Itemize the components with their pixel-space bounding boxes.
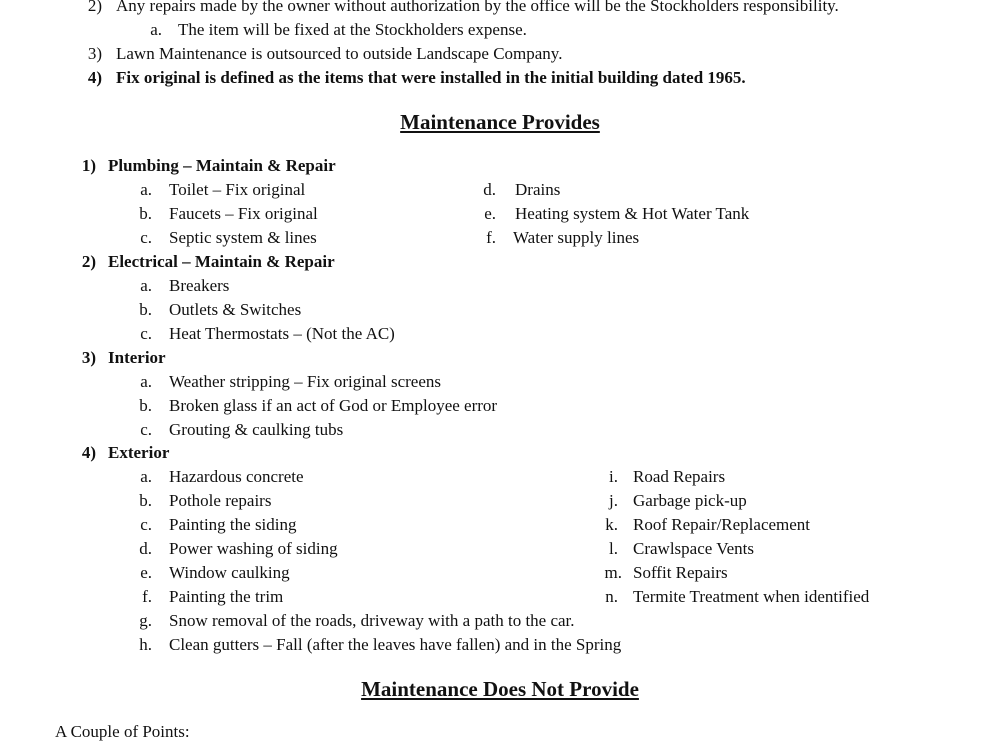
top-item-4-text: Fix original is defined as the items that were installed in the initial building dated 1965. [116,68,746,87]
list-item-letter: m. [604,563,622,582]
list-item: Road Repairs [633,467,726,486]
list-item: Weather stripping – Fix original screens [169,372,441,391]
list-item: Broken glass if an act of God or Employee error [169,396,498,415]
list-item-letter: c. [140,324,152,343]
list-item: Power washing of siding [169,539,338,558]
list-item-letter: c. [140,515,152,534]
top-item-2-text: Any repairs made by the owner without authorization by the office will be the Stockholders responsibility. [116,0,839,15]
list-item: Drains [515,180,561,199]
list-item-letter: a. [140,372,152,391]
list-item-letter: g. [139,611,152,630]
list-item: Termite Treatment when identified [633,587,870,606]
list-item-letter: d. [483,180,496,199]
interior-title: Interior [108,348,166,367]
top-item-2a-text: The item will be fixed at the Stockholders expense. [178,20,527,39]
maintenance-provides-heading: Maintenance Provides [400,110,600,134]
plumbing-number: 1) [81,156,96,175]
list-item-letter: a. [140,276,152,295]
top-item-4-number: 4) [87,68,102,87]
list-item-letter: b. [139,300,152,319]
interior-number: 3) [81,348,96,367]
list-item-letter: n. [605,587,618,606]
list-item: Soffit Repairs [633,563,728,582]
list-item-letter: c. [140,228,152,247]
list-item: Outlets & Switches [169,300,302,319]
top-item-3-text: Lawn Maintenance is outsourced to outside Landscape Company. [116,44,563,63]
top-item-3-number: 3) [87,44,102,63]
list-item: Clean gutters – Fall (after the leaves have fallen) and in the Spring [169,635,622,654]
list-item-letter: c. [140,420,152,439]
top-item-2-number: 2) [87,0,102,15]
list-item: Painting the trim [169,587,284,606]
exterior-number: 4) [81,443,96,462]
list-item: Heat Thermostats – (Not the AC) [169,324,395,343]
list-item: Faucets – Fix original [169,204,318,223]
list-item-letter: j. [609,491,618,510]
list-item-letter: b. [139,491,152,510]
list-item-letter: e. [140,563,152,582]
maintenance-does-not-provide-heading: Maintenance Does Not Provide [361,677,639,701]
list-item: Water supply lines [513,228,640,247]
list-item-letter: l. [609,539,618,558]
plumbing-title: Plumbing – Maintain & Repair [108,156,336,175]
electrical-title: Electrical – Maintain & Repair [108,252,335,271]
exterior-title: Exterior [108,443,170,462]
list-item-letter: b. [139,204,152,223]
list-item-letter: k. [605,515,618,534]
list-item: Window caulking [169,563,290,582]
list-item: Painting the siding [169,515,297,534]
list-item: Grouting & caulking tubs [169,420,344,439]
electrical-number: 2) [81,252,96,271]
list-item-letter: i. [609,467,618,486]
list-item-letter: a. [140,467,152,486]
list-item: Crawlspace Vents [633,539,755,558]
list-item: Snow removal of the roads, driveway with a path to the car. [169,611,575,630]
list-item-letter: f. [142,587,152,606]
list-item-letter: d. [139,539,152,558]
top-item-2a-letter: a. [150,20,162,39]
list-item: Heating system & Hot Water Tank [515,204,750,223]
list-item-letter: e. [484,204,496,223]
list-item: Septic system & lines [169,228,317,247]
list-item-letter: b. [139,396,152,415]
list-item: Garbage pick-up [633,491,747,510]
list-item-letter: a. [140,180,152,199]
list-item: Toilet – Fix original [169,180,306,199]
list-item-letter: h. [139,635,152,654]
list-item: Pothole repairs [169,491,272,510]
couple-of-points-label: A Couple of Points: [55,722,190,741]
list-item: Roof Repair/Replacement [633,515,811,534]
list-item: Hazardous concrete [169,467,304,486]
list-item-letter: f. [486,228,496,247]
list-item: Breakers [169,276,230,295]
